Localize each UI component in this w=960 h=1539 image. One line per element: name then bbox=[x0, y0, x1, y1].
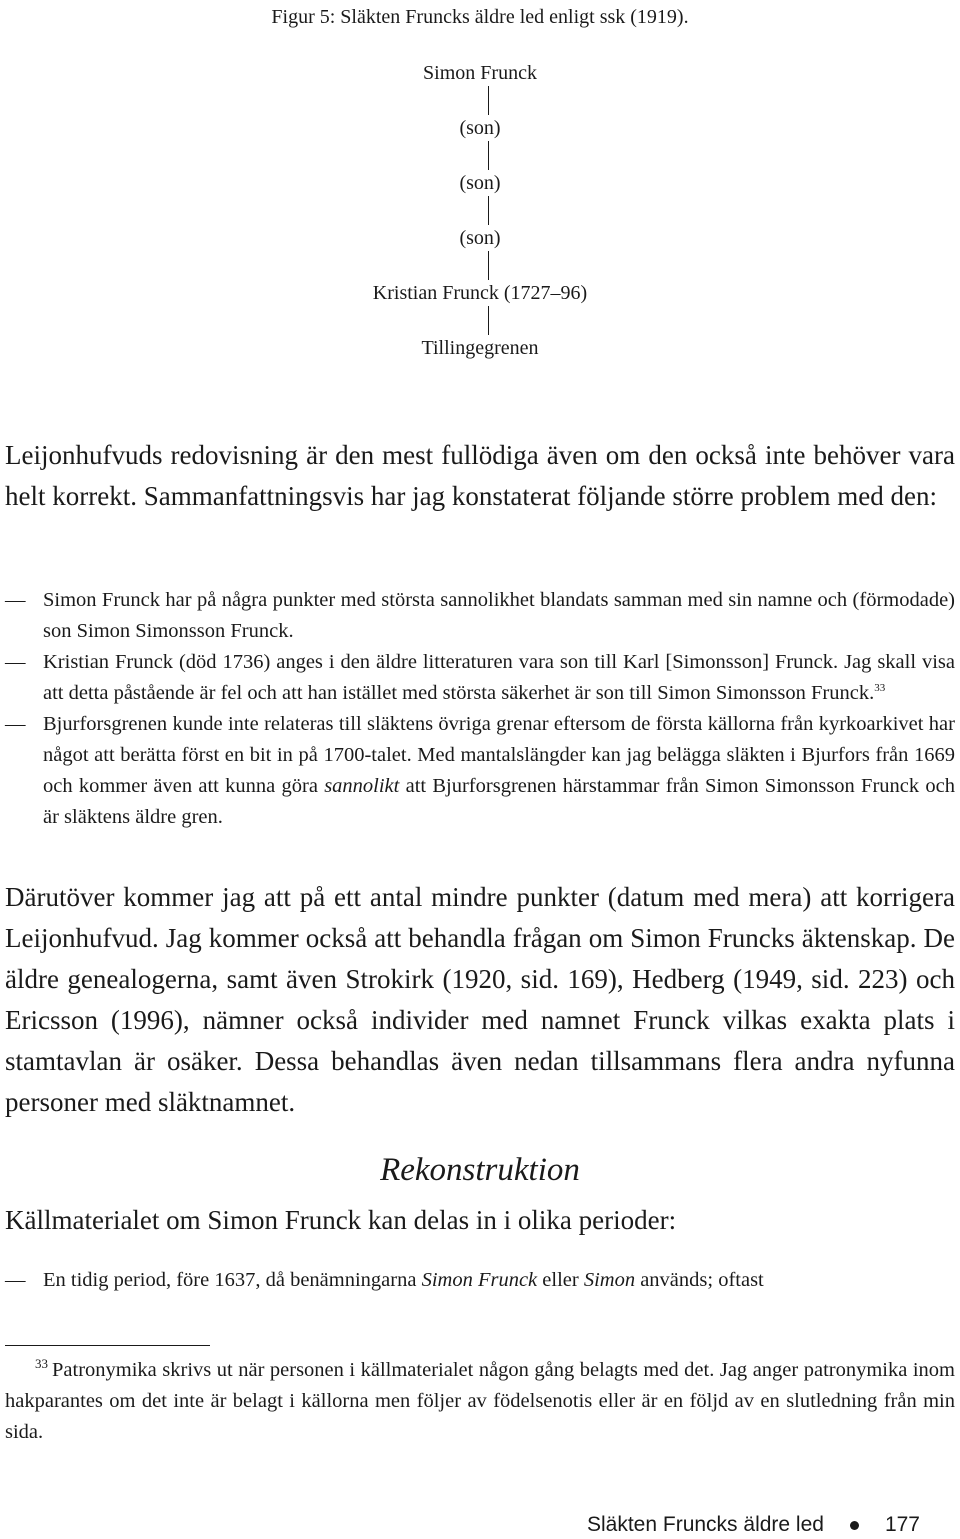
list-item-text: En tidig period, före 1637, då benämningarna Simon Frunck eller Simon används; oftast bbox=[43, 1269, 764, 1291]
running-title: Släkten Fruncks äldre led bbox=[587, 1513, 824, 1536]
list-dash: — bbox=[5, 651, 26, 673]
second-paragraph: Därutöver kommer jag att på ett antal mindre punkter (datum med mera) att korrigera Leijonhufvud. Jag kommer också att behandla frågan om Simon Fruncks äktenskap. De äldre genealogerna, samt även Strokirk (1920, sid. 169), Hedberg (1949, sid. 223) och Ericsson (1996), nämner också individer med namnet Frunck vilkas exakta plats i stamtavlan är osäker. Dessa behandlas även nedan tillsammans flera andra nyfunna personer med släktnamnet. bbox=[5, 882, 955, 1117]
tree-node-tillingegrenen: Tillingegrenen bbox=[421, 337, 539, 359]
tree-connector bbox=[488, 306, 489, 335]
tree-node-simon-frunck: Simon Frunck bbox=[423, 62, 537, 84]
section-heading: Rekonstruktion bbox=[380, 1152, 580, 1188]
tree-connector bbox=[488, 196, 489, 225]
family-tree bbox=[0, 60, 960, 361]
tree-connector bbox=[488, 251, 489, 280]
list-item bbox=[5, 1265, 955, 1296]
list-dash: — bbox=[5, 713, 26, 735]
section-intro: Källmaterialet om Simon Frunck kan delas in i olika perioder: bbox=[5, 1205, 677, 1235]
list-item-text: Kristian Frunck (död 1736) anges i den äldre litteraturen vara son till Karl [Simonsson] Frunck. Jag skall visa att detta påstående är fel och att han istället med största säkerhet är son till Simon Simonsson Frunck.$^{33}$ bbox=[43, 651, 955, 704]
list-item-text: Simon Frunck har på några punkter med största sannolikhet blandats samman med sin namne och (förmodade) son Simon Simonsson Frunck. bbox=[43, 589, 955, 642]
tree-node-son: (son) bbox=[459, 172, 501, 194]
bullet-icon bbox=[850, 1521, 859, 1530]
list-item bbox=[5, 709, 955, 833]
emphasis-sannolikt: sannolikt bbox=[324, 775, 400, 797]
tree-connector bbox=[488, 86, 489, 115]
list-dash: — bbox=[5, 1269, 26, 1291]
intro-paragraph: Leijonhufvuds redovisning är den mest fullödiga även om den också inte behöver vara helt korrekt. Sammanfattningsvis har jag konstaterat följande större problem med den: bbox=[5, 440, 955, 511]
list-dash: — bbox=[5, 589, 26, 611]
tree-connector bbox=[488, 141, 489, 170]
tree-node-son: (son) bbox=[459, 117, 501, 139]
page-footer bbox=[587, 1512, 920, 1538]
figure-caption: Figur 5: Släkten Fruncks äldre led enligt ssk (1919). bbox=[271, 6, 689, 28]
footnote-separator bbox=[5, 1345, 210, 1346]
footnote-text: Patronymika skrivs ut när personen i källmaterialet någon gång belagts med det. Jag anger patronymika inom hakparantes om det inte är belagt i källorna men följer av födelsenotis eller är en följd av en slutledning från min sida. bbox=[5, 1359, 955, 1443]
footnote bbox=[5, 1355, 955, 1448]
footnote-ref[interactable]: 33 bbox=[874, 682, 886, 695]
list-item bbox=[5, 585, 955, 647]
list-item bbox=[5, 647, 955, 709]
tree-node-kristian-frunck: Kristian Frunck (1727–96) bbox=[372, 282, 588, 304]
problem-list bbox=[5, 585, 955, 833]
list-item-text: Bjurforsgrenen kunde inte relateras till släktens övriga grenar eftersom de första källorna från kyrkoarkivet har något att berätta först en bit in på 1700-talet. Med mantalslängder kan jag belägga släkten i Bjurfors från 1669 och kommer även att kunna göra sannolikt att Bjurforsgrenen härstammar från Simon Simonsson Frunck och är släktens äldre gren. bbox=[43, 713, 955, 828]
footnote-number: 33 bbox=[35, 1356, 48, 1372]
page-number: 177 bbox=[884, 1513, 920, 1536]
period-list bbox=[5, 1265, 955, 1296]
tree-node-son: (son) bbox=[459, 227, 501, 249]
